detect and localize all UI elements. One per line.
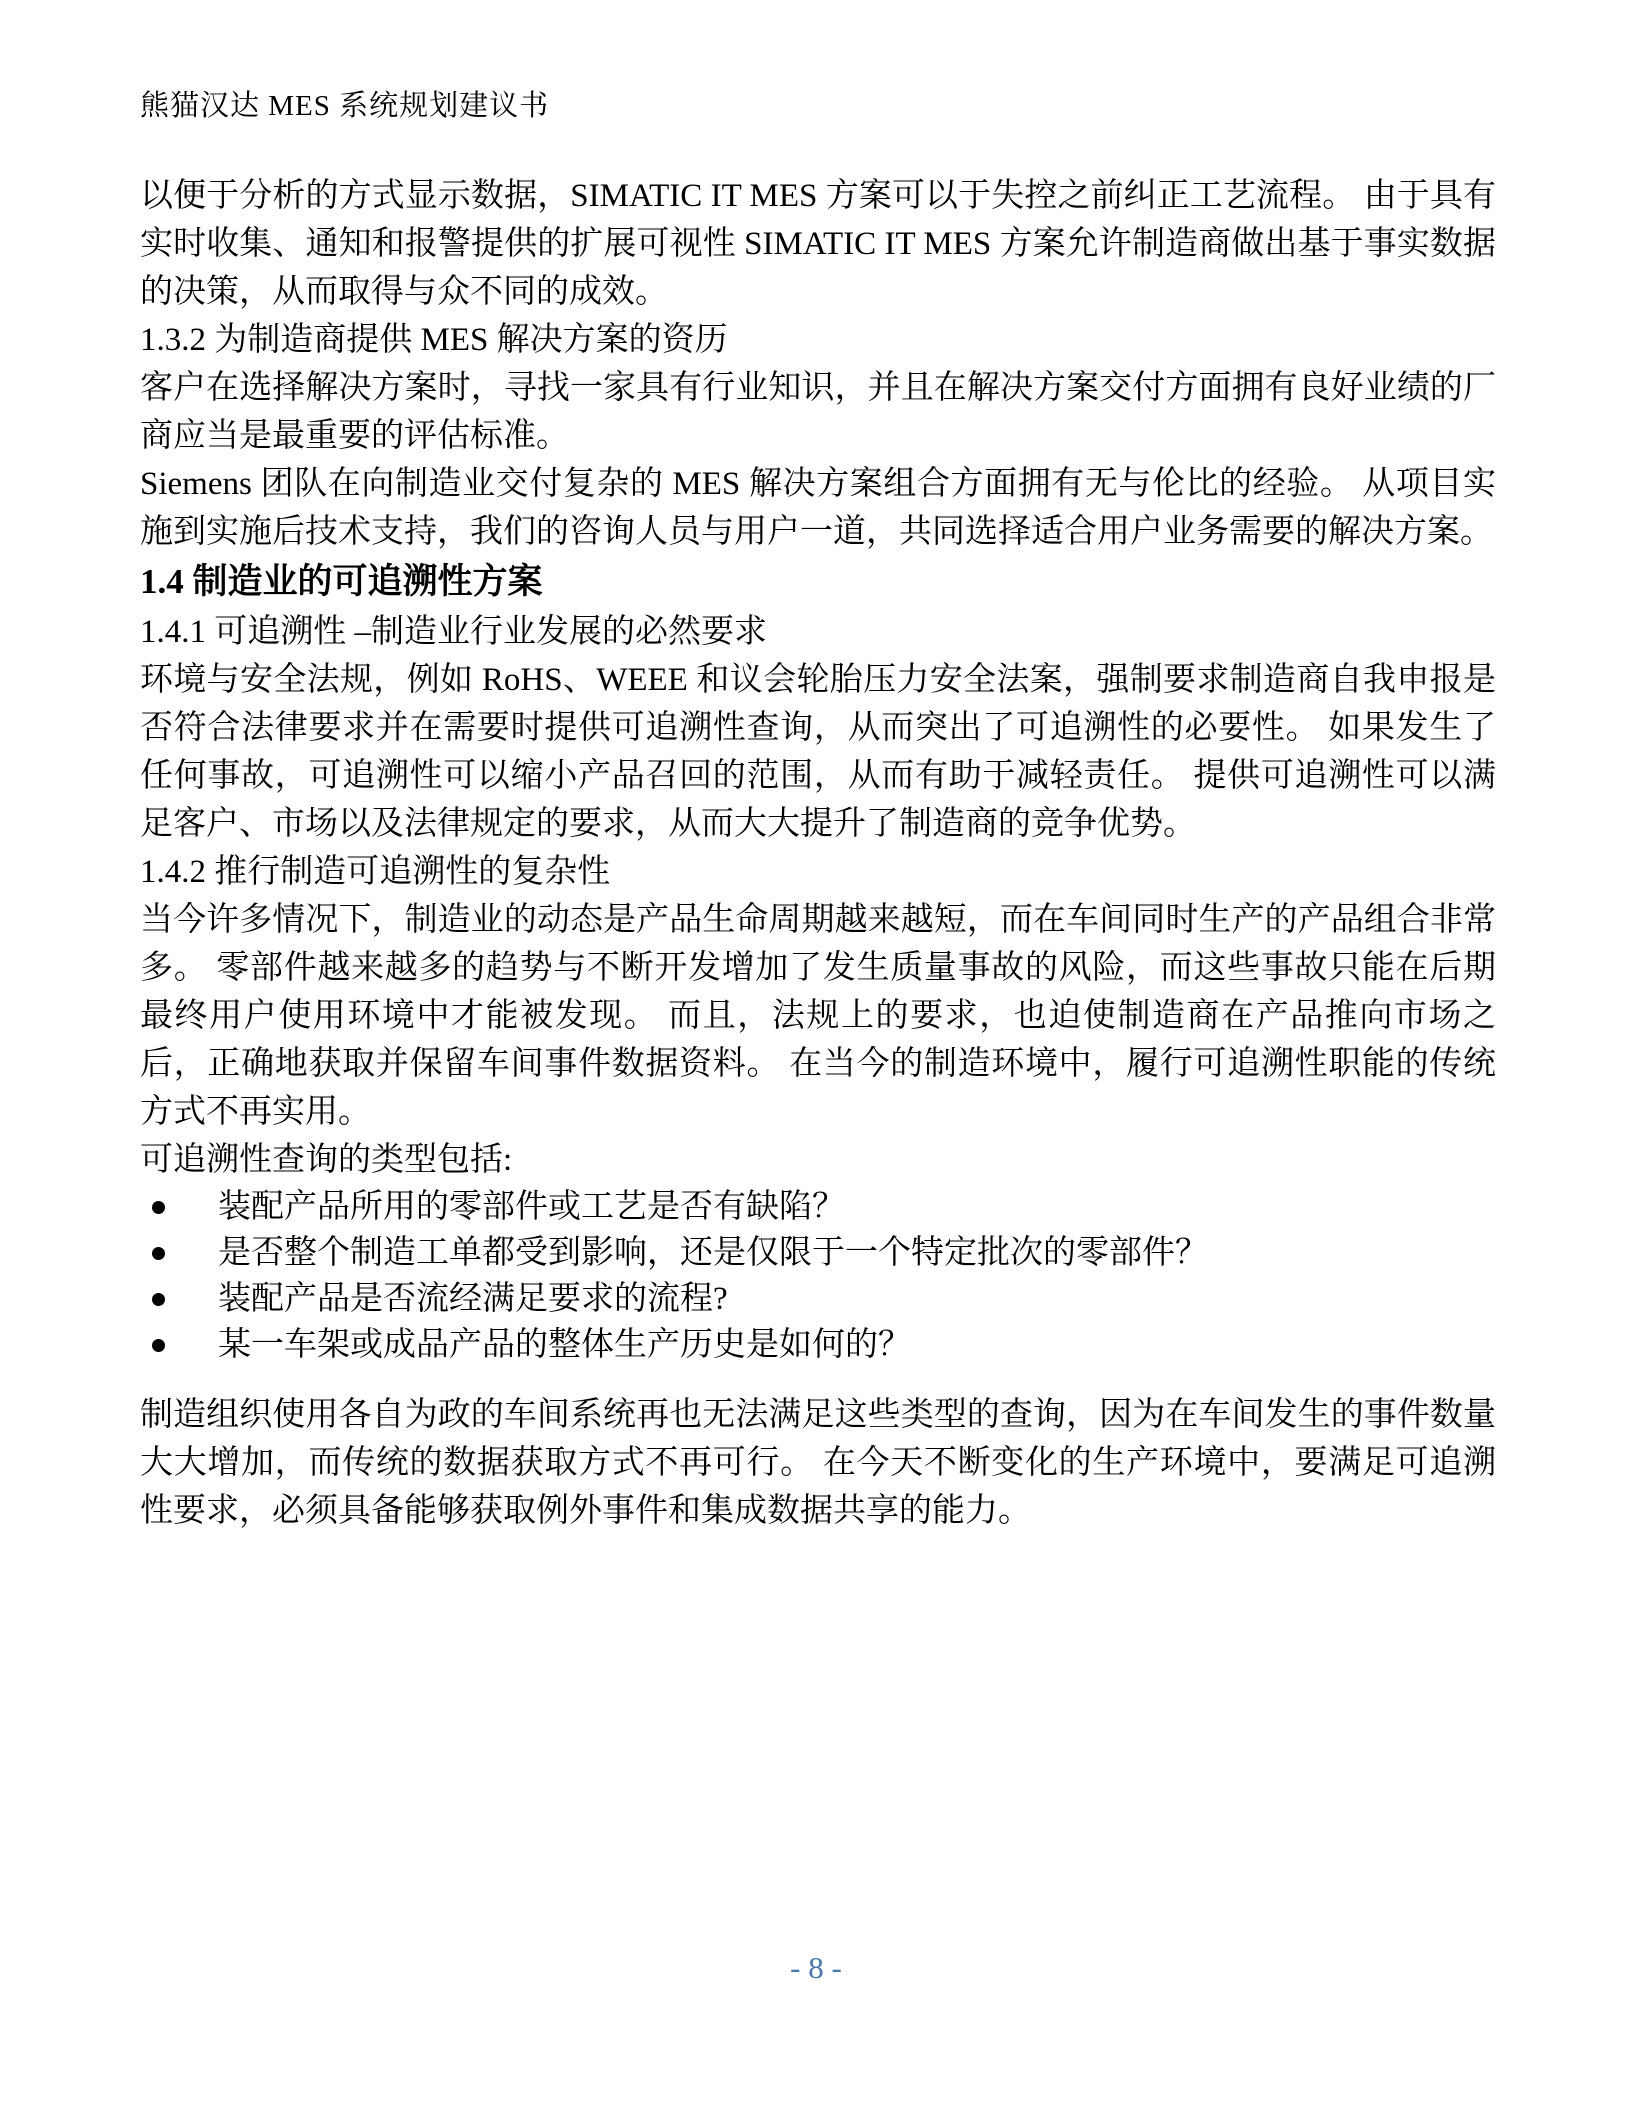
traceability-query-list <box>140 1184 1496 1368</box>
paragraph-regulations-traceability: 环境与安全法规，例如 RoHS、WEEE 和议会轮胎压力安全法案，强制要求制造商自我申报是否符合法律要求并在需要时提供可追溯性查询，从而突出了可追溯性的必要性。 如果发生了任何事故，可追溯性可以缩小产品召回的范围，从而有助于减轻责任。 提供可追溯性可以满足客户、市场以及法律规定的要求，从而大大提升了制造商的竞争优势。 <box>140 662 1496 842</box>
paragraph-siloed-systems: 制造组织使用各自为政的车间系统再也无法满足这些类型的查询，因为在车间发生的事件数量大大增加，而传统的数据获取方式不再可行。 在今天不断变化的生产环境中，要满足可追溯性要求，必须具备能够获取例外事件和集成数据共享的能力。 <box>140 1397 1496 1529</box>
list-item: 是否整个制造工单都受到影响，还是仅限于一个特定批次的零部件？ <box>218 1230 1496 1276</box>
list-item: 某一车架或成品产品的整体生产历史是如何的？ <box>218 1322 1496 1368</box>
paragraph-siemens-experience: Siemens 团队在向制造业交付复杂的 MES 解决方案组合方面拥有无与伦比的经验。 从项目实施到实施后技术支持，我们的咨询人员与用户一道，共同选择适合用户业务需要的解决方案。 <box>140 466 1496 550</box>
heading-1-4-2: 1.4.2 推行制造可追溯性的复杂性 <box>140 854 611 890</box>
document-header-title: 熊猫汉达 MES 系统规划建议书 <box>140 90 550 122</box>
heading-1-4: 1.4 制造业的可追溯性方案 <box>140 562 543 601</box>
paragraph-manufacturing-dynamics: 当今许多情况下，制造业的动态是产品生命周期越来越短，而在车间同时生产的产品组合非常多。 零部件越来越多的趋势与不断开发增加了发生质量事故的风险，而这些事故只能在后期最终用户使用环境中才能被发现。 而且，法规上的要求，也迫使制造商在产品推向市场之后，正确地获取并保留车间事件数据资料。 在当今的制造环境中，履行可追溯性职能的传统方式不再实用。 <box>140 902 1496 1130</box>
paragraph-simatic-visibility: 以便于分析的方式显示数据，SIMATIC IT MES 方案可以于失控之前纠正工艺流程。 由于具有实时收集、通知和报警提供的扩展可视性 SIMATIC IT MES 方案允许制造商做出基于事实数据的决策，从而取得与众不同的成效。 <box>140 178 1496 310</box>
list-item: 装配产品所用的零部件或工艺是否有缺陷？ <box>218 1184 1496 1230</box>
paragraph-query-types-intro: 可追溯性查询的类型包括: <box>140 1142 513 1178</box>
document-body <box>140 172 1496 1535</box>
paragraph-vendor-evaluation: 客户在选择解决方案时，寻找一家具有行业知识，并且在解决方案交付方面拥有良好业绩的厂商应当是最重要的评估标准。 <box>140 370 1496 454</box>
page-number: - 8 - <box>790 1950 842 1985</box>
list-item: 装配产品是否流经满足要求的流程? <box>218 1276 1496 1322</box>
heading-1-4-1: 1.4.1 可追溯性 –制造业行业发展的必然要求 <box>140 614 767 650</box>
heading-1-3-2: 1.3.2 为制造商提供 MES 解决方案的资历 <box>140 322 728 358</box>
